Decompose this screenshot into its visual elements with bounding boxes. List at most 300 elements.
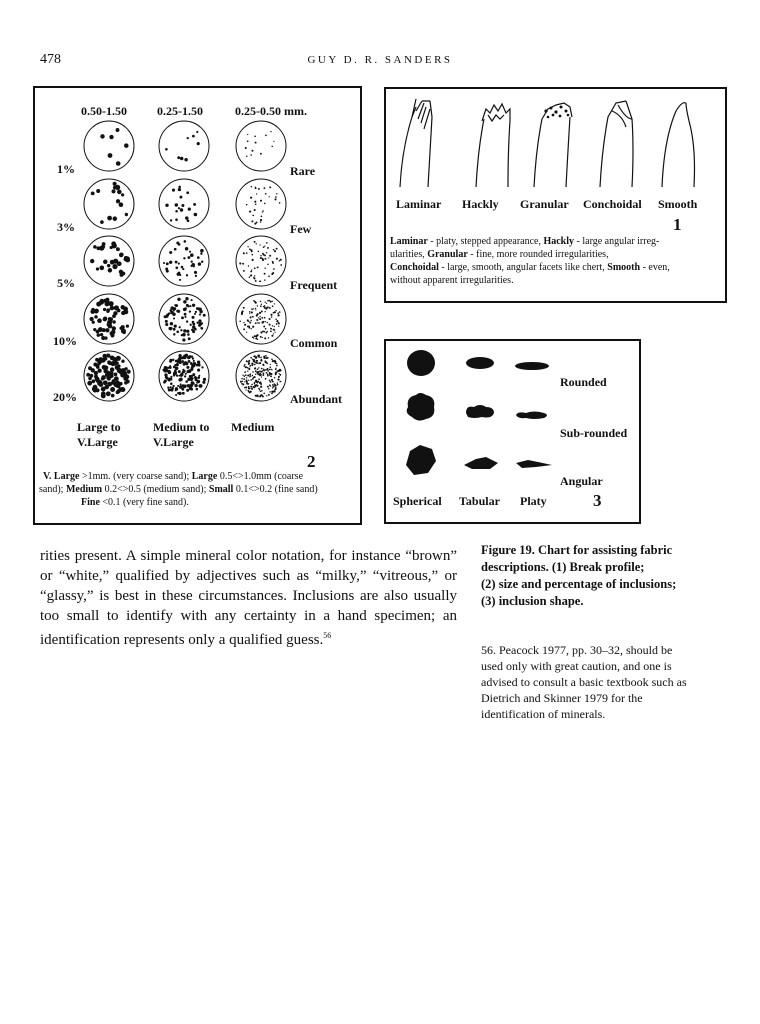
inclusion-dot: [265, 135, 267, 137]
inclusion-dot: [165, 148, 168, 151]
inclusion-dot: [194, 384, 197, 387]
inclusion-dot: [190, 253, 194, 257]
inclusion-dot: [264, 279, 265, 280]
inclusion-dot: [175, 218, 178, 221]
inclusion-dot: [269, 255, 271, 257]
inclusion-dot: [175, 210, 178, 213]
inclusion-dot: [267, 386, 269, 388]
inclusion-dot: [94, 315, 98, 319]
inclusion-dot: [86, 373, 90, 377]
inclusion-dot: [266, 355, 267, 356]
inclusion-dot: [106, 308, 110, 312]
inclusion-dot: [178, 188, 181, 191]
inclusion-dot: [251, 186, 253, 188]
inclusion-dot: [274, 326, 275, 327]
inclusion-dot: [189, 310, 191, 312]
inclusion-dot: [126, 324, 129, 327]
inclusion-dot: [119, 370, 122, 373]
inclusion-dot: [197, 369, 200, 372]
inclusion-dot: [278, 376, 280, 378]
inclusion-dot: [189, 371, 191, 373]
inclusion-dot: [172, 312, 176, 316]
inclusion-dot: [255, 362, 257, 364]
inclusion-dot: [253, 277, 255, 279]
inclusion-dot: [192, 304, 195, 307]
inclusion-dot: [273, 141, 274, 142]
inclusion-dot: [179, 274, 181, 276]
inclusion-dot: [250, 373, 251, 374]
inclusion-dot: [263, 393, 265, 395]
inclusion-dot: [180, 157, 183, 160]
page-number: 478: [40, 52, 61, 67]
inclusion-dot: [254, 362, 255, 363]
inclusion-dot: [181, 373, 184, 376]
inclusion-dot: [192, 330, 195, 333]
inclusion-dot: [178, 207, 180, 209]
shape-angular-spherical: [406, 445, 436, 475]
inclusion-dot: [186, 389, 189, 392]
chart-number: 2: [307, 452, 316, 471]
shape-subrounded-platy: [516, 412, 547, 420]
inclusion-dot: [117, 364, 121, 368]
inclusion-dot: [254, 267, 256, 269]
inclusion-dot: [165, 204, 168, 207]
percentage-label: 3%: [57, 220, 75, 234]
inclusion-dot: [267, 322, 269, 324]
inclusion-dot: [203, 378, 206, 381]
inclusion-dot: [97, 318, 102, 323]
inclusion-dot: [87, 381, 92, 386]
inclusion-dot: [184, 240, 187, 243]
inclusion-dot: [196, 131, 198, 133]
inclusion-dot: [269, 366, 271, 368]
inclusion-dot: [268, 275, 270, 277]
inclusion-dot: [246, 379, 248, 381]
inclusion-dot: [108, 268, 113, 273]
size-class-label: Medium to V.Large: [153, 420, 210, 449]
inclusion-dot: [272, 261, 274, 263]
inclusion-dot: [254, 209, 256, 211]
inclusion-dot: [110, 387, 115, 392]
inclusion-dot: [247, 374, 249, 376]
inclusion-dot: [273, 333, 274, 334]
inclusion-dot: [180, 383, 182, 385]
inclusion-dot: [176, 363, 179, 366]
inclusion-dot: [258, 355, 260, 357]
inclusion-dot: [256, 243, 257, 244]
inclusion-dot: [186, 320, 188, 322]
inclusion-dot: [264, 307, 266, 309]
inclusion-dot: [111, 189, 115, 193]
inclusion-dot: [177, 392, 179, 394]
inclusion-dot: [265, 321, 266, 322]
inclusion-dot: [178, 370, 181, 373]
inclusion-dot: [264, 305, 266, 307]
inclusion-dot: [256, 193, 257, 194]
inclusion-dot: [261, 368, 263, 370]
inclusion-dot: [260, 395, 262, 397]
inclusion-dot: [112, 264, 117, 269]
inclusion-dot: [278, 370, 280, 372]
inclusion-dot: [127, 370, 131, 374]
inclusion-dot: [258, 367, 259, 368]
inclusion-dot: [197, 142, 200, 145]
inclusion-dot: [260, 153, 262, 155]
frequency-label: Abundant: [290, 392, 343, 406]
inclusion-dot: [247, 384, 248, 385]
inclusion-dot: [253, 308, 254, 309]
inclusion-dot: [249, 312, 251, 314]
inclusion-dot: [254, 364, 256, 366]
inclusion-dot: [182, 338, 185, 341]
inclusion-dot: [267, 247, 269, 249]
inclusion-dot: [194, 271, 197, 274]
inclusion-dot: [275, 319, 276, 320]
inclusion-dot: [258, 378, 260, 380]
inclusion-dot: [271, 301, 272, 302]
inclusion-dot: [265, 328, 267, 330]
inclusion-dot: [185, 297, 188, 300]
inclusion-dot: [271, 273, 273, 275]
inclusion-dot: [187, 333, 190, 336]
inclusion-dot: [192, 357, 194, 359]
break-label: Smooth: [658, 197, 698, 211]
density-circle: [236, 121, 286, 171]
inclusion-dot: [247, 371, 248, 372]
inclusion-dot: [254, 368, 256, 370]
inclusion-dot: [252, 150, 254, 152]
inclusion-dot: [261, 311, 263, 313]
inclusion-dot: [189, 305, 191, 307]
inclusion-dot: [245, 389, 246, 390]
inclusion-dot: [265, 268, 266, 269]
inclusion-dot: [264, 317, 266, 319]
inclusion-dot: [262, 321, 264, 323]
inclusion-dot: [261, 304, 262, 305]
inclusion-dot: [244, 387, 246, 389]
inclusion-dot: [249, 311, 250, 312]
inclusion-dot: [274, 250, 276, 252]
inclusion-dot: [170, 383, 173, 386]
inclusion-dot: [270, 381, 272, 383]
inclusion-dot: [272, 325, 273, 326]
inclusion-dot: [89, 317, 93, 321]
inclusion-dot: [242, 263, 244, 265]
inclusion-dot: [181, 266, 184, 269]
inclusion-dot: [175, 266, 178, 269]
inclusion-dot: [187, 256, 190, 259]
inclusion-dot: [183, 363, 186, 366]
inclusion-dot: [183, 300, 186, 303]
inclusion-dot: [267, 370, 269, 372]
inclusion-dot: [255, 309, 256, 310]
shape-row-label: Angular: [560, 474, 603, 488]
inclusion-dot: [250, 316, 252, 318]
inclusion-dot: [126, 380, 130, 384]
inclusion-dot: [104, 381, 107, 384]
inclusion-dot: [113, 182, 117, 186]
inclusion-dot: [198, 324, 201, 327]
inclusion-dot: [247, 390, 249, 392]
inclusion-dot: [119, 202, 124, 207]
inclusion-dot: [254, 201, 256, 203]
inclusion-dot: [116, 247, 120, 251]
inclusion-dot: [257, 339, 258, 340]
inclusion-dot: [252, 316, 254, 318]
inclusion-dot: [194, 313, 196, 315]
inclusion-dot: [272, 381, 274, 383]
inclusion-dot: [169, 378, 172, 381]
inclusion-dot: [261, 357, 262, 358]
inclusion-dot: [195, 311, 197, 313]
inclusion-dot: [186, 304, 189, 307]
inclusion-dot: [260, 255, 261, 256]
inclusion-dot: [251, 254, 253, 256]
inclusion-dot: [260, 336, 262, 338]
inclusion-dot: [280, 264, 282, 266]
inclusion-dot: [101, 393, 106, 398]
inclusion-dot: [275, 372, 277, 374]
inclusion-dot: [186, 330, 189, 333]
inclusion-dot: [263, 187, 265, 189]
inclusion-dot: [279, 374, 281, 376]
percentage-label: 1%: [57, 162, 75, 176]
inclusion-dot: [251, 269, 252, 270]
inclusion-dot: [274, 303, 275, 304]
inclusion-dot: [266, 303, 267, 304]
break-label: Conchoidal: [583, 197, 642, 211]
body-paragraph: rities present. A simple mineral color notation, for instance “brown” or “white,” qualified by adjectives such as “milky,” “vitreous,” or “glassy,” is best in these circumstances. Inclusions are also usually too small to identify with any certainty in a hand specimen; an identification represents only a qualified guess.$^{56}$: [40, 548, 457, 648]
inclusion-dot: [169, 261, 172, 264]
inclusion-dot: [111, 330, 115, 334]
shape-angular-platy: [516, 460, 552, 468]
inclusion-dot: [197, 380, 201, 384]
inclusion-dot: [243, 322, 244, 323]
density-circle: [236, 236, 286, 286]
inclusion-dot: [110, 367, 115, 372]
inclusion-dot: [251, 384, 253, 386]
inclusion-dot: [255, 308, 256, 309]
inclusion-dot: [242, 383, 244, 385]
inclusion-dot: [271, 358, 273, 360]
inclusion-dot: [252, 359, 254, 361]
inclusion-dot: [260, 301, 262, 303]
inclusion-dot: [201, 322, 203, 324]
inclusion-dot: [273, 249, 275, 251]
inclusion-dot: [265, 308, 267, 310]
inclusion-dot: [111, 380, 115, 384]
inclusion-dot: [262, 337, 263, 338]
inclusion-dot: [120, 273, 124, 277]
shape-rounded-tabular: [466, 357, 494, 369]
inclusion-dot: [260, 200, 262, 202]
inclusion-dot: [257, 266, 259, 268]
inclusion-dot: [98, 357, 102, 361]
inclusion-dot: [165, 323, 168, 326]
inclusion-dot: [180, 329, 182, 331]
inclusion-dot: [252, 215, 254, 217]
inclusion-dot: [258, 322, 260, 324]
inclusion-dot: [115, 380, 120, 385]
inclusion-dot: [264, 258, 266, 260]
inclusion-dot: [176, 241, 179, 244]
inclusion-dot: [265, 311, 266, 312]
shape-rounded-platy: [515, 362, 549, 370]
inclusion-dot: [249, 366, 250, 367]
percentage-label: 10%: [53, 334, 77, 348]
inclusion-dot: [165, 268, 168, 271]
inclusion-dot: [181, 334, 183, 336]
inclusion-dot: [249, 248, 251, 250]
inclusion-dot: [257, 368, 259, 370]
inclusion-dot: [264, 273, 266, 275]
inclusion-dot: [199, 308, 202, 311]
inclusion-dot: [264, 246, 265, 247]
inclusion-dot: [256, 319, 258, 321]
inclusion-dot: [110, 260, 115, 265]
inclusion-dot: [88, 366, 92, 370]
inclusion-dot: [196, 322, 198, 324]
inclusion-dot: [271, 335, 273, 337]
inclusion-dot: [96, 267, 99, 270]
inclusion-dot: [102, 242, 106, 246]
shape-column-label: Spherical: [393, 494, 442, 508]
shape-row-label: Sub-rounded: [560, 426, 628, 440]
inclusion-dot: [269, 324, 271, 326]
inclusion-dot: [270, 385, 271, 386]
inclusion-dot: [173, 307, 176, 310]
inclusion-dot: [278, 314, 280, 316]
inclusion-dot: [125, 256, 130, 261]
inclusion-dot: [275, 310, 276, 311]
inclusion-dot: [249, 276, 251, 278]
inclusion-dot: [163, 262, 165, 264]
inclusion-dot: [263, 331, 265, 333]
footnote-56: 56. Peacock 1977, pp. 30–32, should be used only with great caution, and one is advised to consult a basic textbook such as Dietrich and Skinner 1979 for the identification of minerals.: [481, 643, 687, 721]
inclusion-dot: [177, 298, 180, 301]
inclusion-dot: [260, 331, 262, 333]
inclusion-dot: [199, 385, 202, 388]
inclusion-dot: [194, 213, 198, 217]
inclusion-dot: [165, 320, 168, 323]
inclusion-dot: [239, 321, 241, 323]
inclusion-dot: [184, 158, 187, 161]
inclusion-dot: [248, 362, 250, 364]
inclusion-dot: [276, 365, 278, 367]
inclusion-dot: [255, 187, 256, 188]
inclusion-dot: [179, 196, 182, 199]
inclusion-dot: [106, 354, 110, 358]
inclusion-dot: [178, 378, 182, 382]
inclusion-dot: [121, 360, 124, 363]
inclusion-dot: [197, 256, 200, 259]
inclusion-dot: [185, 216, 188, 219]
inclusion-dot: [279, 202, 281, 204]
shape-rounded-spherical: [407, 350, 435, 376]
inclusion-dot: [259, 362, 261, 364]
inclusion-dot: [90, 374, 94, 378]
inclusion-dot: [247, 134, 248, 135]
inclusion-dot: [270, 328, 272, 330]
footnote-reference[interactable]: 56: [323, 631, 332, 640]
inclusion-dot: [116, 161, 121, 166]
inclusion-dot: [270, 331, 272, 333]
break-label: Laminar: [396, 197, 442, 211]
inclusion-dot: [252, 259, 254, 261]
inclusion-dot: [260, 383, 262, 385]
inclusion-dot: [266, 252, 267, 253]
inclusion-dot: [252, 364, 254, 366]
inclusion-dot: [261, 215, 263, 217]
inclusion-dot: [248, 368, 250, 370]
inclusion-dot: [97, 369, 101, 373]
inclusion-dot: [273, 268, 275, 270]
inclusion-dot: [177, 385, 179, 387]
inclusion-dot: [241, 312, 243, 314]
inclusion-dot: [175, 394, 177, 396]
chart-number: 1: [673, 215, 682, 234]
inclusion-dot: [114, 305, 119, 310]
inclusion-dot: [103, 308, 106, 311]
percentage-label: 20%: [53, 390, 77, 404]
inclusion-dot: [266, 368, 268, 370]
inclusion-dot: [264, 203, 266, 205]
inclusion-dot: [271, 393, 273, 395]
inclusion-dot: [267, 300, 269, 302]
inclusion-dot: [268, 337, 269, 338]
inclusion-dot: [259, 312, 261, 314]
inclusion-dot: [172, 385, 174, 387]
inclusion-dot: [186, 191, 189, 194]
inclusion-dot: [278, 325, 279, 326]
shape-column-label: Tabular: [459, 494, 500, 508]
inclusion-dot: [114, 373, 118, 377]
inclusion-dot: [99, 265, 104, 270]
inclusion-dot: [260, 219, 262, 221]
inclusion-dot: [192, 377, 194, 379]
inclusion-dot: [105, 328, 109, 332]
frequency-label: Frequent: [290, 278, 338, 292]
inclusion-dot: [272, 391, 274, 393]
density-circle: [84, 179, 134, 229]
inclusion-dot: [201, 366, 203, 368]
inclusion-dot: [266, 362, 268, 364]
inclusion-dot: [183, 329, 186, 332]
inclusion-dot: [279, 311, 281, 313]
inclusion-dot: [99, 246, 104, 251]
inclusion-dot: [243, 307, 245, 309]
inclusion-dot: [279, 260, 281, 262]
inclusion-dot: [105, 301, 110, 306]
frequency-label: Few: [290, 222, 312, 236]
inclusion-dot: [181, 385, 183, 387]
inclusion-dot: [109, 135, 113, 139]
inclusion-dot: [277, 382, 278, 383]
inclusion-dot: [199, 314, 201, 316]
inclusion-dot: [273, 329, 275, 331]
inclusion-dot: [191, 364, 194, 367]
inclusion-shape-chart: [384, 339, 641, 524]
inclusion-dot: [196, 364, 199, 367]
inclusion-dot: [179, 279, 181, 281]
size-header: 0.25-0.50 mm.: [235, 104, 307, 118]
inclusion-dot: [263, 246, 265, 248]
inclusion-dot: [110, 317, 113, 320]
inclusion-dot: [113, 216, 118, 221]
inclusion-dot: [248, 361, 250, 363]
inclusion-dot: [182, 268, 184, 270]
inclusion-dot: [265, 193, 267, 195]
